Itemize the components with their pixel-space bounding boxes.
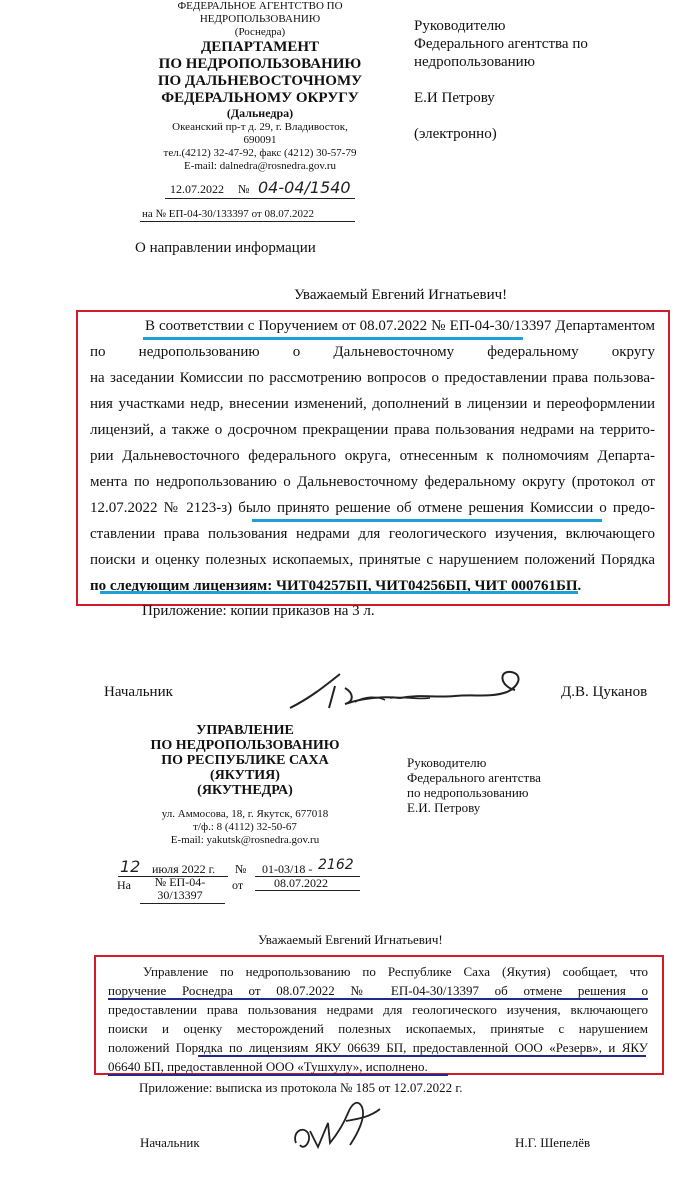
letter2-underline-3 xyxy=(108,1074,448,1076)
letter1-para-line: ставлении права пользования недрами для геологического изучения, включающего xyxy=(90,526,655,542)
letter2-ref-rule xyxy=(140,903,225,904)
letter2-ref-date-rule xyxy=(255,890,360,891)
letter2-ref-number-line-2: 30/13397 xyxy=(157,888,203,902)
dept-line-1: ДЕПАРТАМЕНТ xyxy=(200,39,320,55)
letter2-dept-line-1: УПРАВЛЕНИЕ xyxy=(196,723,294,738)
letter2-addressee-line-4: Е.И. Петрову xyxy=(407,800,481,815)
letter1-ref-from: от xyxy=(251,208,262,220)
letter2-paragraph xyxy=(108,962,648,1076)
letter2-ref-date: 08.07.2022 xyxy=(274,876,328,890)
letter2-dept-line-4: (ЯКУТИЯ) xyxy=(210,768,280,783)
letter2-dept-line-5: (ЯКУТНЕДРА) xyxy=(197,783,293,798)
letter2-addressee xyxy=(407,755,541,815)
letter2-para-line: поручение Роснедра от 08.07.2022 № ЕП-04-30/13397 об отмене решения о xyxy=(108,983,648,998)
letter1-signer-title: Начальник xyxy=(104,684,173,700)
letter1-date: 12.07.2022 xyxy=(170,182,224,196)
letter1-underline-1 xyxy=(143,337,523,340)
letter2-number-hand: 2162 xyxy=(318,857,354,873)
letter2-underline-2 xyxy=(198,1055,646,1057)
letter2-para-line-last: 06640 БП, предоставленной ООО «Тушхулу», исполнено. xyxy=(108,1059,428,1074)
letter2-ref-from: от xyxy=(232,878,244,892)
letter1-addressee-note: (электронно) xyxy=(414,126,497,142)
letter1-para-line: на заседании Комиссии по рассмотрению вопросов о предоставлении права пользова- xyxy=(90,370,655,386)
address-line-1: Океанский пр-т д. 29, г. Владивосток, xyxy=(172,121,348,133)
letter1-signature xyxy=(285,668,530,716)
letter2-signer-title: Начальник xyxy=(140,1135,200,1150)
letter2-para-line: поиски и оценку месторождений полезных ископаемых, принятые с нарушением xyxy=(108,1021,648,1036)
letter1-underline-2 xyxy=(252,519,602,522)
address-line-3: тел.(4212) 32-47-92, факс (4212) 30-57-79 xyxy=(163,147,357,159)
letter1-paragraph xyxy=(90,313,655,599)
letter1-date-rule xyxy=(165,198,355,199)
letter2-number-label: № xyxy=(235,862,247,876)
letter2-ref-label: На xyxy=(117,878,131,892)
letter1-addressee xyxy=(414,17,588,143)
letter1-ref-label: на № xyxy=(142,208,167,220)
letter2-para-line: положений Порядка по лицензиям ЯКУ 06639 БП, предоставленной ООО «Резерв», и ЯКУ xyxy=(108,1040,648,1055)
letter1-ref-line xyxy=(142,208,314,221)
letter1-addressee-line-1: Руководителю xyxy=(414,18,506,34)
letter1-ref-date: 08.07.2022 xyxy=(264,208,314,220)
letter2-greeting: Уважаемый Евгений Игнатьевич! xyxy=(258,932,443,947)
letter2-signature xyxy=(288,1093,388,1155)
agency-name-line-1: ФЕДЕРАЛЬНОЕ АГЕНТСТВО ПО xyxy=(177,0,343,12)
agency-abbr: (Роснедра) xyxy=(234,26,286,38)
dept-abbr: (Дальнедра) xyxy=(226,106,294,120)
letter1-ref-number: ЕП-04-30/133397 xyxy=(168,208,249,220)
letter1-para-line: 12.07.2022 № 2123-з) было принято решение об отмене решения Комиссии о предо- xyxy=(90,500,655,516)
letter1-number-label: № xyxy=(238,182,250,196)
letter1-attachment: Приложение: копии приказов на 3 л. xyxy=(142,603,375,619)
letter2-addressee-line-3: по недропользованию xyxy=(407,785,529,800)
letter1-para-line: В соответствии с Поручением от 08.07.2022 № ЕП-04-30/13397 Департаментом xyxy=(145,318,655,334)
letter2-para-line: Управление по недропользованию по Республике Саха (Якутия) сообщает, что xyxy=(143,964,648,979)
letter2-underline-1 xyxy=(108,998,648,1000)
letter2-address-line-1: ул. Аммосова, 18, г. Якутск, 677018 xyxy=(161,808,329,820)
dept-line-3: ПО ДАЛЬНЕВОСТОЧНОМУ xyxy=(157,73,363,89)
letter1-para-line: поиски и оценку полезных ископаемых, принятые с нарушением положений Порядка xyxy=(90,552,655,568)
letter2-ref-number-line-1: № ЕП-04- xyxy=(154,875,206,889)
letter1-para-line: рии Дальневосточного федерального округа, отнесенным к полномочиям Департа- xyxy=(90,448,655,464)
address-line-4: E-mail: dalnedra@rosnedra.gov.ru xyxy=(183,160,337,172)
letter1-underline-3 xyxy=(100,591,578,594)
letter2-dept-line-2: ПО НЕДРОПОЛЬЗОВАНИЮ xyxy=(150,738,340,753)
letter2-para-line: предоставлении права пользования недрами для геологического изучения, включающего xyxy=(108,1002,648,1017)
letter2-address-line-3: E-mail: yakutsk@rosnedra.gov.ru xyxy=(170,834,320,846)
letter2-attachment: Приложение: выписка из протокола № 185 от 12.07.2022 г. xyxy=(139,1080,463,1095)
letter2-addressee-line-1: Руководителю xyxy=(407,755,487,770)
agency-name-line-2: НЕДРОПОЛЬЗОВАНИЮ xyxy=(199,13,321,25)
letter1-number-handwritten: 04-04/1540 xyxy=(258,178,351,197)
letter2-addressee-line-2: Федерального агентства xyxy=(407,770,541,785)
letter2-header-block xyxy=(150,723,340,798)
letter2-date-day: 12 xyxy=(120,857,141,876)
letter1-ref-rule xyxy=(140,221,355,222)
letter1-para-line: ния участками недр, внесении изменений, дополнений в лицензии и переоформлении xyxy=(90,396,655,412)
letter2-number-print: 01-03/18 - xyxy=(262,862,313,876)
letter2-date-rest: июля 2022 г. xyxy=(152,862,216,876)
letter1-addressee-name: Е.И Петрову xyxy=(414,90,495,106)
letter1-addressee-line-2: Федерального агентства по xyxy=(414,36,588,52)
letter1-para-line-last: по следующим лицензиям: ЧИТ04257БП, ЧИТ04256БП, ЧИТ 000761БП. xyxy=(90,578,582,594)
letter1-para-line: лицензий, а также о досрочном прекращении права пользования недрами на террито- xyxy=(90,422,655,438)
letter2-address-line-2: т/ф.: 8 (4112) 32-50-67 xyxy=(193,821,297,833)
letter1-para-line: мента по недропользованию о Дальневосточному федеральному округу (протокол от xyxy=(90,474,655,490)
letter2-signer-name: Н.Г. Шепелёв xyxy=(515,1135,591,1150)
letter2-ref-number xyxy=(140,876,220,902)
letter1-addressee-line-3: недропользованию xyxy=(414,54,535,70)
letter1-signer-name: Д.В. Цуканов xyxy=(561,684,648,700)
dept-line-2: ПО НЕДРОПОЛЬЗОВАНИЮ xyxy=(158,56,362,72)
address-line-2: 690091 xyxy=(243,134,277,146)
letter1-para-line: по недропользованию о Дальневосточному федеральному округу xyxy=(90,344,655,360)
letter2-dept-line-3: ПО РЕСПУБЛИКЕ САХА xyxy=(161,753,329,768)
letter1-subject: О направлении информации xyxy=(135,240,316,256)
letter1-header-block xyxy=(140,0,380,173)
dept-line-4: ФЕДЕРАЛЬНОМУ ОКРУГУ xyxy=(161,90,359,106)
letter1-greeting: Уважаемый Евгений Игнатьевич! xyxy=(294,287,508,303)
letter2-address xyxy=(130,808,360,847)
